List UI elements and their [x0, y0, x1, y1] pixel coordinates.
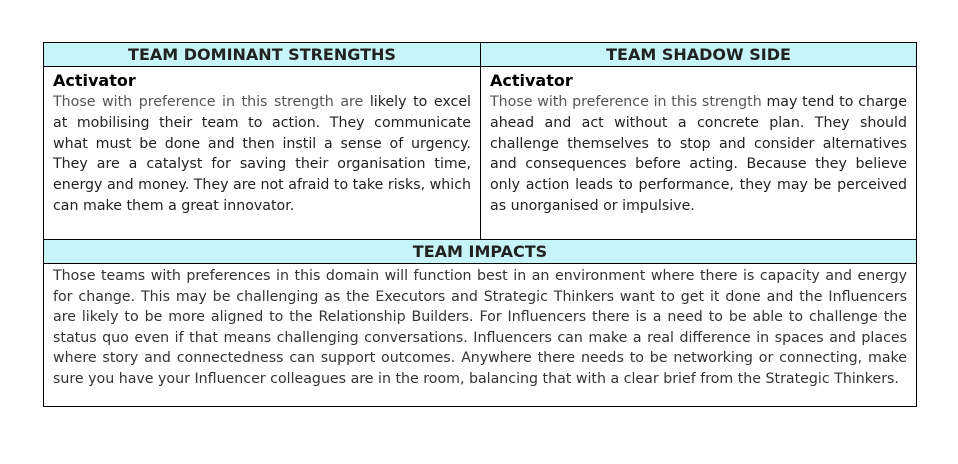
team-impacts-cell [44, 264, 917, 407]
strengths-title: Activator [53, 71, 136, 90]
strengths-lead: Those with preference in this strength are [53, 94, 364, 110]
shadow-side-description [490, 92, 907, 217]
strengths-header: TEAM DOMINANT STRENGTHS [44, 43, 481, 67]
team-impacts-text: Those teams with preferences in this domain will function best in an environment where there is capacity and energy for change. This may be challenging as the Executors and Strategic Thinkers want to get it done and the Influencers are likely to be more aligned to the Relationship Builders. For Influencers there is a need to be able to challenge the status quo even if that means challenging conversations. Influencers can make a real difference in spaces and places where story and connectedness can support outcomes. Anywhere there needs to be networking or connecting, make sure you have your Influencer colleagues are in the room, balancing that with a clear brief from the Strategic Thinkers. [53, 268, 907, 387]
shadow-side-body: may tend to charge ahead and act without a concrete plan. They should challenge themselves to stop and consider alternatives and consequences before acting. Because they believe only action leads to performance, they may be perceived as unorganised or impulsive. [490, 94, 907, 214]
shadow-side-lead: Those with preference in this strength [490, 94, 762, 110]
team-impacts-header: TEAM IMPACTS [44, 240, 917, 264]
strengths-description [53, 92, 471, 217]
shadow-side-header: TEAM SHADOW SIDE [481, 43, 917, 67]
strengths-cell [44, 67, 481, 240]
shadow-side-cell [481, 67, 917, 240]
strengths-body: likely to excel at mobilising their team to action. They communicate what must be done and then instil a sense of urgency. They are a catalyst for saving their organisation time, energy and money. They are not afraid to take risks, which can make them a great innovator. [53, 94, 472, 214]
shadow-side-title: Activator [490, 71, 573, 90]
team-profile-table [43, 42, 917, 407]
